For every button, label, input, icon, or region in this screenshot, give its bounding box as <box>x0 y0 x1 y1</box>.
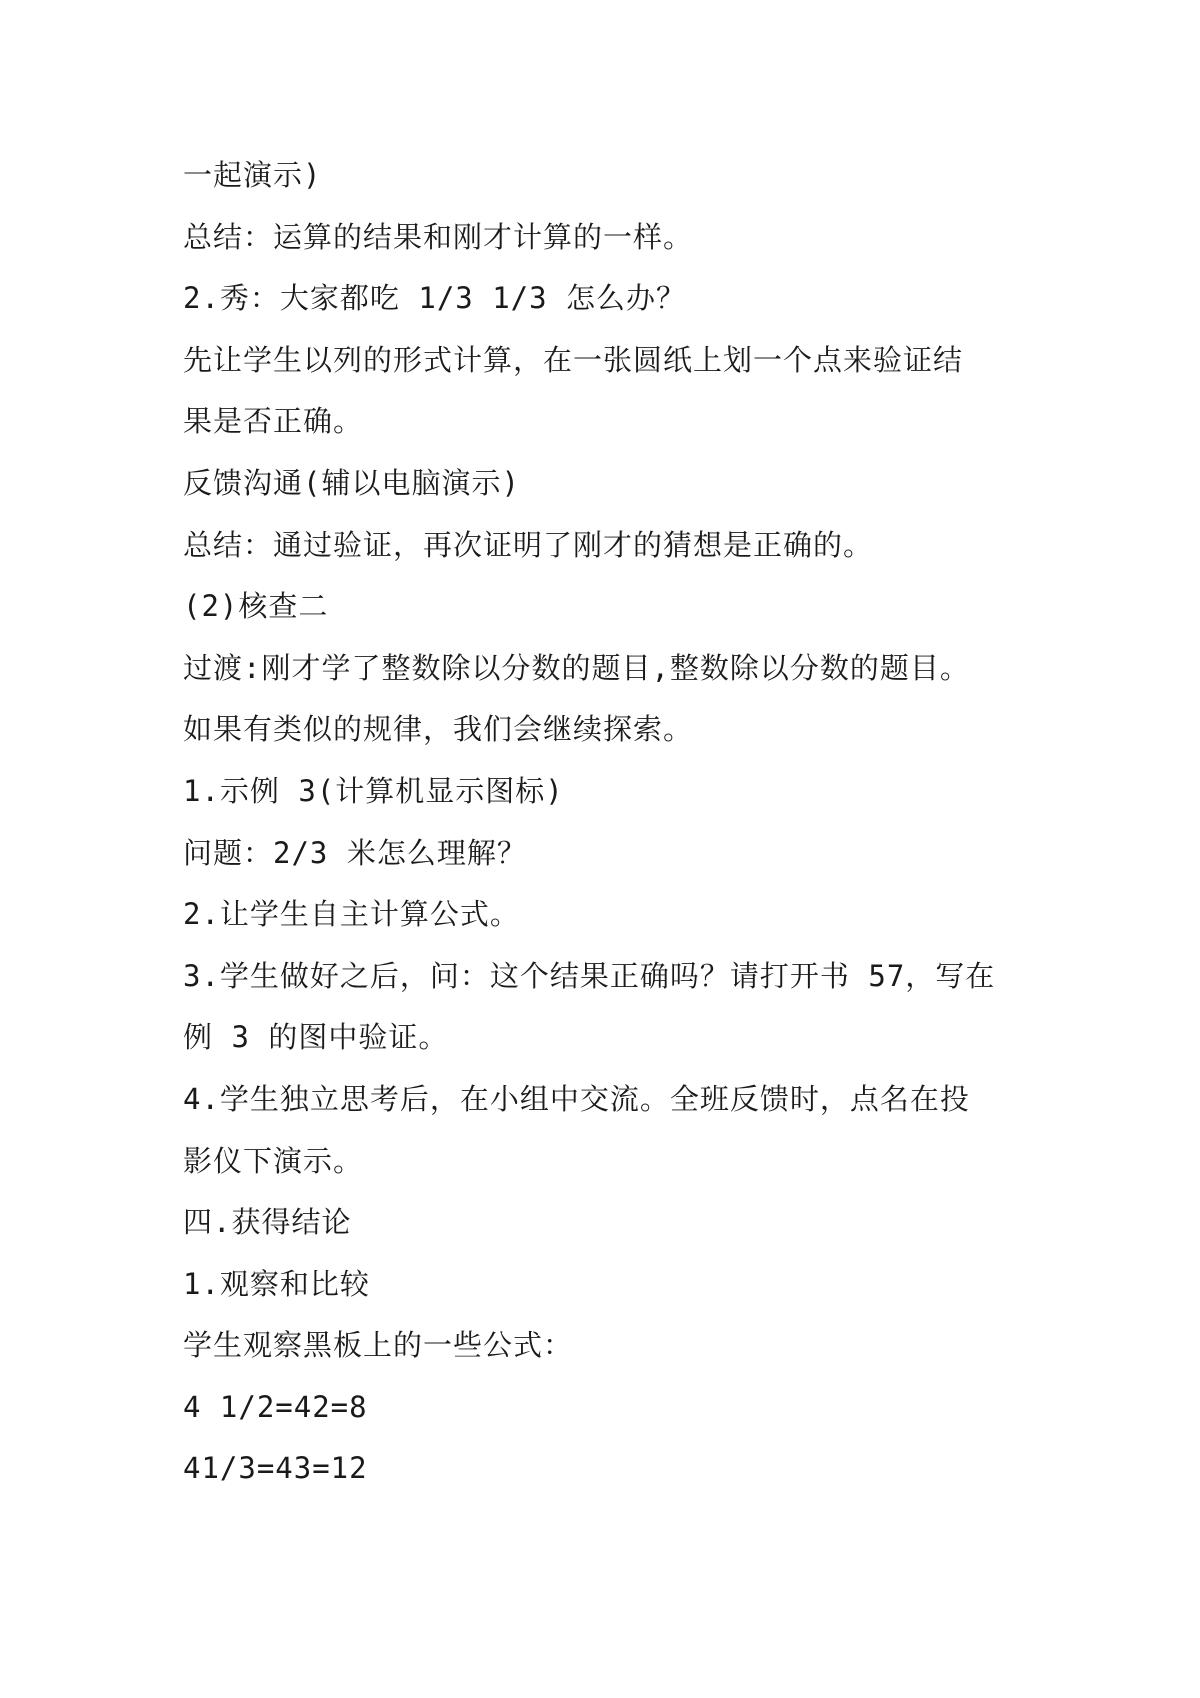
text-line: 反馈沟通(辅以电脑演示) <box>183 465 520 500</box>
text-line: 总结：通过验证，再次证明了刚才的猜想是正确的。 <box>183 527 874 562</box>
section-heading: 四.获得结论 <box>183 1205 352 1240</box>
text-line: 问题：2/3 米怎么理解？ <box>183 835 527 870</box>
text-line: 4.学生独立思考后，在小组中交流。全班反馈时，点名在投 <box>183 1081 970 1116</box>
formula-line: 41/3=43=12 <box>183 1451 368 1486</box>
text-line: 过渡:刚才学了整数除以分数的题目,整数除以分数的题目。 <box>183 650 970 685</box>
text-line: 影仪下演示。 <box>183 1143 364 1178</box>
text-line: 1.观察和比较 <box>183 1266 370 1301</box>
text-line: 果是否正确。 <box>183 404 364 439</box>
section-heading: (2)核查二 <box>183 589 329 624</box>
text-line: 如果有类似的规律，我们会继续探索。 <box>183 712 694 747</box>
document-body <box>183 145 1033 1500</box>
text-line: 2.秀：大家都吃 1/3 1/3 怎么办？ <box>183 281 687 316</box>
text-line: 3.学生做好之后，问：这个结果正确吗？请打开书 57，写在 <box>183 958 996 993</box>
text-line: 一起演示) <box>183 158 322 192</box>
text-line: 总结：运算的结果和刚才计算的一样。 <box>183 219 694 254</box>
text-line: 先让学生以列的形式计算，在一张圆纸上划一个点来验证结 <box>183 342 964 377</box>
formula-line: 4 1/2=42=8 <box>183 1389 368 1424</box>
text-line: 1.示例 3(计算机显示图标) <box>183 773 564 808</box>
text-line: 学生观察黑板上的一些公式： <box>183 1328 574 1363</box>
text-line: 例 3 的图中验证。 <box>183 1020 449 1055</box>
text-line: 2.让学生自主计算公式。 <box>183 897 520 932</box>
